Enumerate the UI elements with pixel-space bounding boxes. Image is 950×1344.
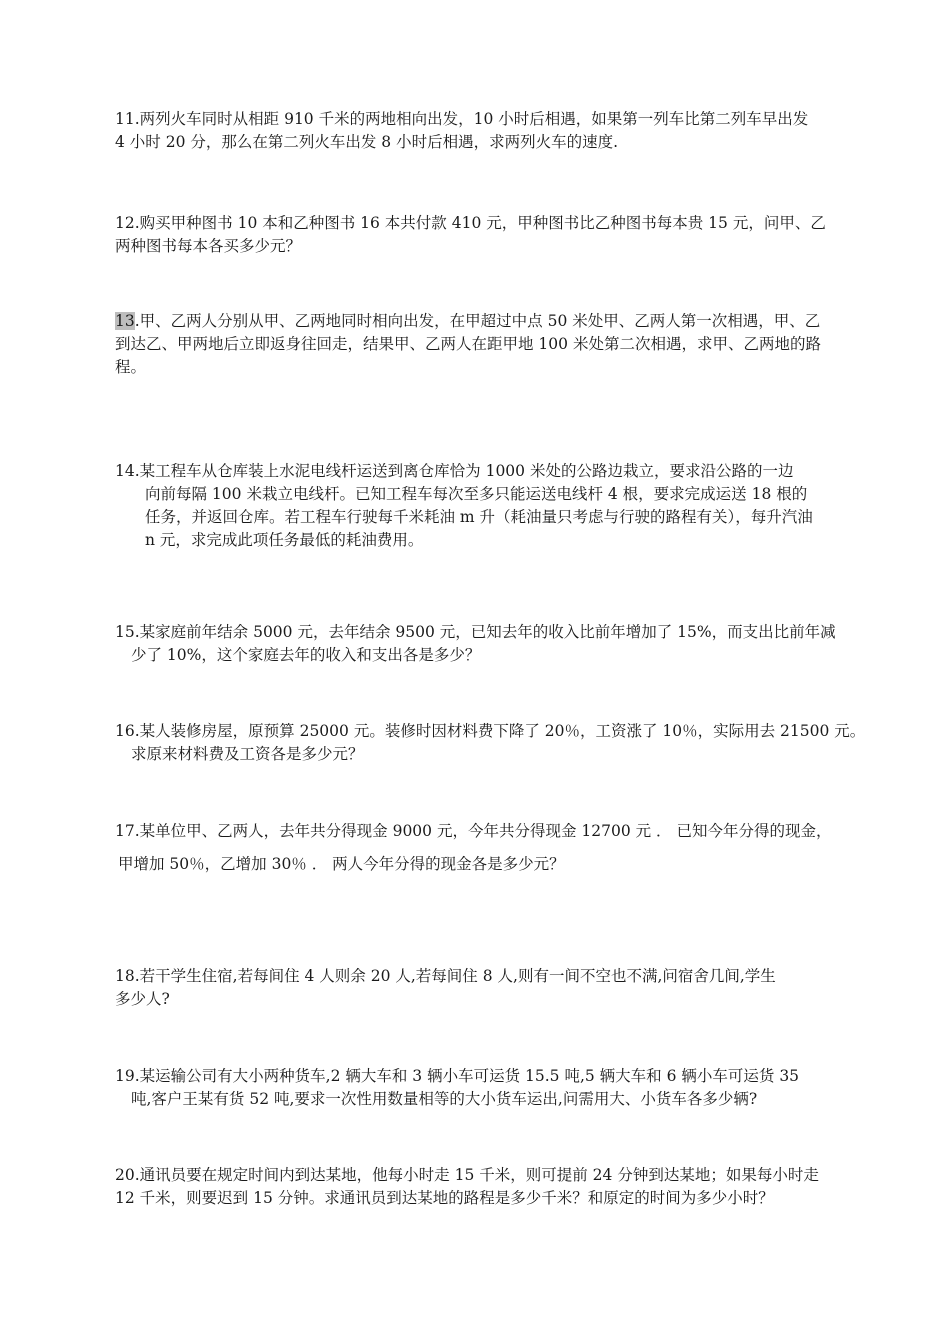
problem-number: 17. [115,822,140,840]
problem-number: 16. [115,722,140,740]
problem-20-line-2: 12 千米，则要迟到 15 分钟。求通讯员到达某地的路程是多少千米？和原定的时间为多少小时？ [115,1189,774,1207]
problem-11-line-1: 11.两列火车同时从相距 910 千米的两地相向出发，10 小时后相遇，如果第一列车比第二列车早出发 [115,110,809,128]
problem-16-line-2: 求原来材料费及工资各是多少元？ [131,745,364,763]
problem-17-line-1: 17.某单位甲、乙两人，去年共分得现金 9000 元，今年共分得现金 12700 元 ． 已知今年分得的现金， [115,822,832,840]
problem-11 [115,108,835,154]
problem-20-line-1: 20.通讯员要在规定时间内到达某地，他每小时走 15 千米，则可提前 24 分钟到达某地；如果每小时走 [115,1166,819,1184]
problem-18-line-1: 18.若干学生住宿,若每间住 4 人则余 20 人,若每间住 8 人,则有一间不空也不满,问宿舍几间,学生 [115,967,776,985]
problem-13-line-2: 到达乙、甲两地后立即返身往回走，结果甲、乙两人在距甲地 100 米处第二次相遇，求甲、乙两地的路 [115,335,821,353]
problem-19 [115,1065,835,1111]
problem-17-line-2: 甲增加 50％，乙增加 30％ ． 两人今年分得的现金各是多少元？ [118,855,565,873]
problem-13 [115,310,835,379]
problem-14 [115,460,835,552]
problem-20 [115,1164,835,1210]
problem-19-line-1: 19.某运输公司有大小两种货车,2 辆大车和 3 辆小车可运货 15.5 吨,5 辆大车和 6 辆小车可运货 35 [115,1067,800,1085]
problem-15-line-2: 少了 10%，这个家庭去年的收入和支出各是多少？ [131,646,481,664]
problem-18 [115,965,835,1011]
problem-17 [115,820,835,876]
problem-number: 19. [115,1067,140,1085]
problem-number: 20. [115,1166,140,1184]
problem-number: 15. [115,623,140,641]
problem-15 [115,621,835,667]
problem-14-line-1: 14.某工程车从仓库装上水泥电线杆运送到离仓库恰为 1000 米处的公路边栽立，要求沿公路的一边 [115,462,794,480]
problem-19-line-2: 吨,客户王某有货 52 吨,要求一次性用数量相等的大小货车运出,问需用大、小货车各多少辆? [131,1090,758,1108]
problem-16-line-1: 16.某人装修房屋，原预算 25000 元。装修时因材料费下降了 20％，工资涨了 10％，实际用去 21500 元。 [115,722,866,740]
problem-number: 12. [115,214,140,232]
problem-11-line-2: 4 小时 20 分，那么在第二列火车出发 8 小时后相遇，求两列火车的速度. [115,133,619,151]
problem-12-line-1: 12.购买甲种图书 10 本和乙种图书 16 本共付款 410 元，甲种图书比乙种图书每本贵 15 元，问甲、乙 [115,214,826,232]
problem-number: 14. [115,462,140,480]
problem-16 [115,720,866,766]
highlighted-problem-number: 13 [115,312,135,330]
problem-number: 18. [115,967,140,985]
problem-14-line-3: 任务，并返回仓库。若工程车行驶每千米耗油 m 升（耗油量只考虑与行驶的路程有关），每升汽油 [145,508,813,526]
problem-14-line-2: 向前每隔 100 米栽立电线杆。已知工程车每次至多只能运送电线杆 4 根，要求完成运送 18 根的 [145,485,808,503]
problem-number: 11. [115,110,140,128]
problem-13-line-3: 程。 [115,358,147,376]
problem-15-line-1: 15.某家庭前年结余 5000 元，去年结余 9500 元，已知去年的收入比前年增加了 15%，而支出比前年减 [115,623,836,641]
problem-13-line-1: 13.甲、乙两人分别从甲、乙两地同时相向出发，在甲超过中点 50 米处甲、乙两人第一次相遇，甲、乙 [115,312,821,330]
problem-14-line-4: n 元，求完成此项任务最低的耗油费用。 [145,531,424,549]
problem-12 [115,212,835,258]
problem-18-line-2: 多少人? [115,990,170,1008]
problem-12-line-2: 两种图书每本各买多少元？ [115,237,302,255]
